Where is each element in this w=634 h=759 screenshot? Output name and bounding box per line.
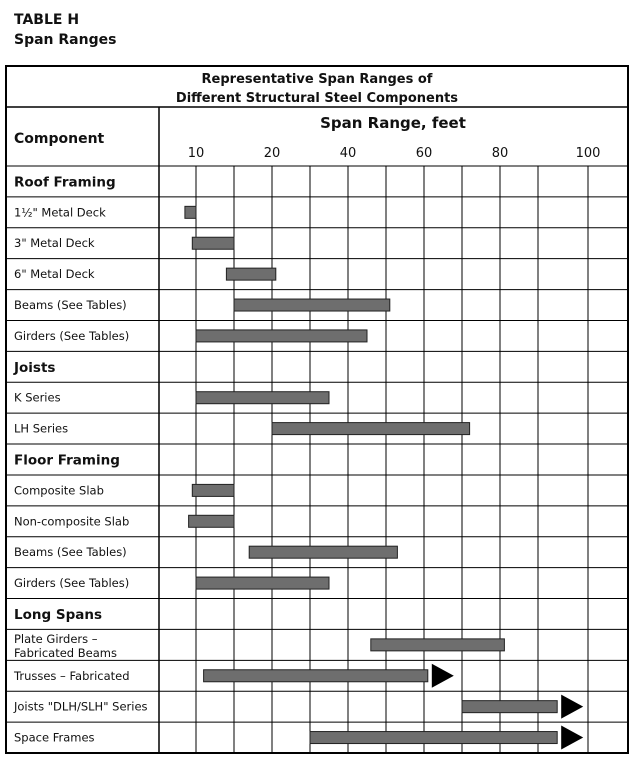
row-label: Non-composite Slab — [14, 514, 130, 529]
row-label: Trusses – Fabricated — [14, 668, 130, 683]
table-subtitle: Span Ranges — [14, 32, 117, 48]
range-bar — [196, 330, 367, 342]
range-bar — [249, 546, 397, 558]
range-bar — [371, 639, 505, 651]
chart-title-line-2: Different Structural Steel Components — [175, 91, 459, 106]
row-label: 3" Metal Deck — [14, 236, 95, 251]
section-label: Long Spans — [14, 606, 102, 623]
range-bar — [185, 206, 196, 218]
range-bar — [310, 732, 557, 744]
row-label: Fabricated Beams — [14, 645, 117, 660]
row-label: Plate Girders – — [14, 631, 98, 646]
row-label: Space Frames — [14, 730, 95, 745]
range-bar — [192, 484, 234, 496]
table-label: TABLE H — [14, 12, 80, 28]
row-label: Girders (See Tables) — [14, 328, 130, 343]
x-tick-label: 60 — [415, 146, 433, 161]
row-label: Joists "DLH/SLH" Series — [14, 699, 148, 714]
x-tick-label: 80 — [491, 146, 509, 161]
section-label: Roof Framing — [14, 174, 116, 191]
range-bar — [189, 515, 234, 527]
row-label: 6" Metal Deck — [14, 267, 95, 282]
row-label: 1½" Metal Deck — [14, 205, 106, 220]
x-tick-label: 100 — [575, 146, 601, 161]
row-label: Beams (See Tables) — [14, 298, 127, 313]
row-label: Girders (See Tables) — [14, 576, 130, 591]
range-bar — [204, 670, 428, 682]
continues-arrow-icon — [561, 695, 583, 719]
continues-arrow-icon — [432, 664, 454, 688]
chart-title-line-1: Representative Span Ranges of — [201, 72, 433, 87]
x-tick-label: 40 — [339, 146, 357, 161]
row-label: Beams (See Tables) — [14, 545, 127, 560]
range-bar — [196, 392, 329, 404]
section-label: Joists — [14, 359, 56, 376]
continues-arrow-icon — [561, 726, 583, 750]
range-bar — [234, 299, 390, 311]
range-bar — [192, 237, 234, 249]
range-bar — [272, 423, 470, 435]
range-bar — [196, 577, 329, 589]
range-bar — [462, 701, 557, 713]
x-tick-label: 10 — [187, 146, 205, 161]
row-label: LH Series — [14, 421, 69, 436]
row-header-label: Component — [14, 131, 105, 147]
row-label: Composite Slab — [14, 483, 104, 498]
section-label: Floor Framing — [14, 452, 120, 469]
range-bar — [226, 268, 275, 280]
x-axis-label: Span Range, feet — [320, 114, 466, 132]
x-tick-label: 20 — [263, 146, 281, 161]
row-label: K Series — [14, 390, 61, 405]
